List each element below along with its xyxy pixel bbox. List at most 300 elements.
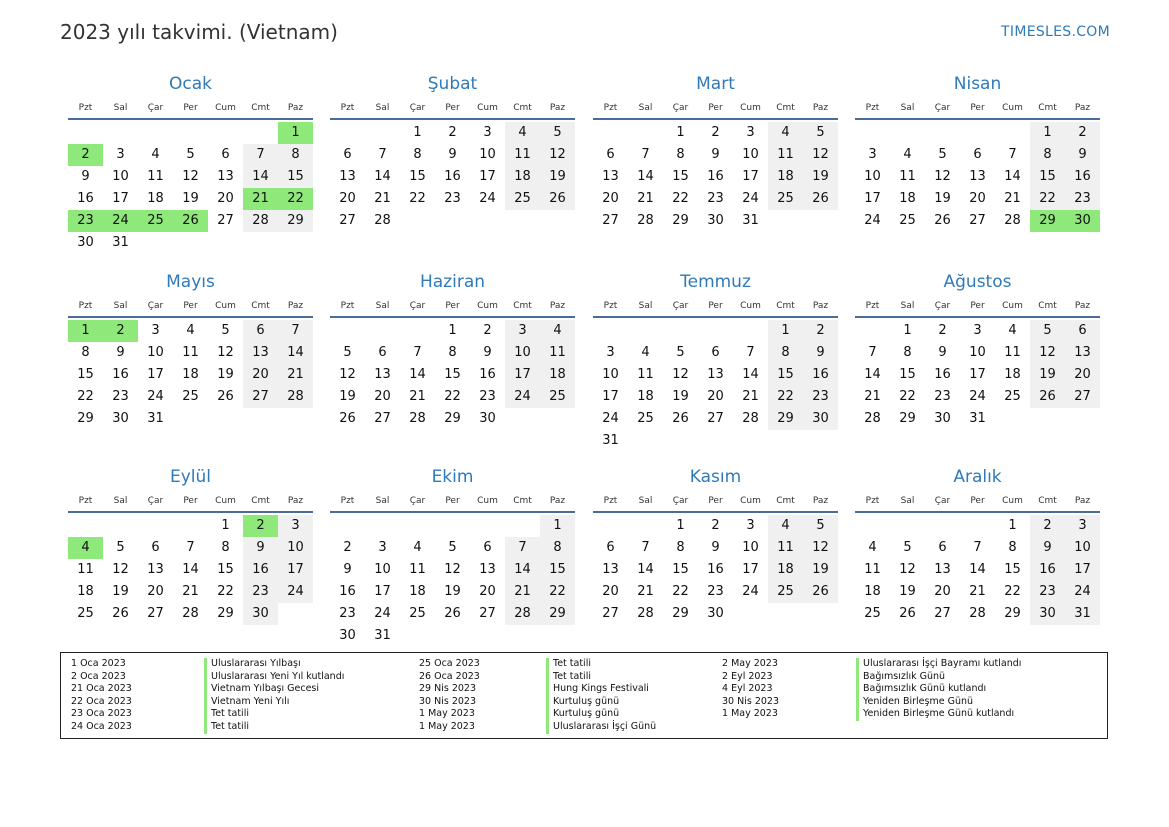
weekday-label: Pzt <box>865 301 880 311</box>
day-cell: 31 <box>602 433 619 448</box>
weekday-label: Çar <box>409 103 426 113</box>
day-cell: 29 <box>672 606 689 621</box>
day-cell: 24 <box>969 389 986 404</box>
day-cell: 24 <box>864 213 881 228</box>
day-cell: 20 <box>217 191 234 206</box>
day-cell: 2 <box>938 323 947 338</box>
day-cell: 13 <box>602 169 619 184</box>
day-cell: 10 <box>969 345 986 360</box>
day-cell: 8 <box>676 540 685 555</box>
holiday-day: 2 <box>68 144 103 166</box>
empty-cell <box>855 122 890 144</box>
day-cell: 1 <box>903 323 912 338</box>
legend-holiday-name: Hung Kings Festivali <box>553 683 649 695</box>
day-cell: 12 <box>112 562 129 577</box>
holiday-day: 26 <box>173 210 208 232</box>
day-cell: 2 <box>711 518 720 533</box>
day-cell: 22 <box>77 389 94 404</box>
weekday-label: Sal <box>900 103 915 113</box>
day-cell: 15 <box>409 169 426 184</box>
day-cell: 25 <box>505 188 540 210</box>
day-grid <box>330 320 575 430</box>
weekday-label: Per <box>970 496 985 506</box>
day-cell: 4 <box>903 147 912 162</box>
legend-holiday-name: Kurtuluş günü <box>553 695 620 707</box>
day-cell: 6 <box>606 540 615 555</box>
day-cell: 6 <box>243 320 278 342</box>
day-cell: 26 <box>1030 386 1065 408</box>
day-cell: 28 <box>182 606 199 621</box>
day-cell: 1 <box>676 518 685 533</box>
weekday-label: Cmt <box>1038 103 1057 113</box>
empty-cell <box>435 515 470 537</box>
day-cell: 16 <box>1065 166 1100 188</box>
day-cell: 1 <box>413 125 422 140</box>
day-cell: 8 <box>676 147 685 162</box>
legend-date: 29 Nis 2023 <box>419 683 476 695</box>
day-cell: 28 <box>243 210 278 232</box>
holiday-day: 2 <box>243 515 278 537</box>
day-cell: 5 <box>903 540 912 555</box>
weekday-label: Per <box>183 301 198 311</box>
day-cell: 25 <box>1004 389 1021 404</box>
day-cell: 7 <box>641 147 650 162</box>
day-cell: 9 <box>116 345 125 360</box>
day-cell: 11 <box>147 169 164 184</box>
day-cell: 17 <box>864 191 881 206</box>
weekday-label: Cum <box>215 496 236 506</box>
day-cell: 31 <box>1065 603 1100 625</box>
day-cell: 13 <box>217 169 234 184</box>
empty-cell <box>505 515 540 537</box>
day-grid <box>855 515 1100 625</box>
day-cell: 5 <box>540 122 575 144</box>
empty-cell <box>103 515 138 537</box>
day-cell: 26 <box>444 606 461 621</box>
holiday-day: 29 <box>1030 210 1065 232</box>
day-cell: 28 <box>1004 213 1021 228</box>
day-cell: 27 <box>339 213 356 228</box>
day-cell: 14 <box>374 169 391 184</box>
weekday-label: Sal <box>375 301 390 311</box>
weekday-label: Cum <box>477 103 498 113</box>
weekday-label: Per <box>970 301 985 311</box>
weekday-label: Per <box>445 103 460 113</box>
weekday-label: Cmt <box>251 496 270 506</box>
empty-cell <box>593 320 628 342</box>
weekday-header <box>68 296 313 316</box>
day-cell: 26 <box>934 213 951 228</box>
empty-cell <box>593 122 628 144</box>
empty-cell <box>330 122 365 144</box>
day-cell: 3 <box>505 320 540 342</box>
month-divider <box>855 118 1100 120</box>
empty-cell <box>365 320 400 342</box>
weekday-label: Cmt <box>1038 301 1057 311</box>
weekday-label: Pzt <box>340 496 355 506</box>
day-cell: 10 <box>602 367 619 382</box>
day-cell: 12 <box>899 562 916 577</box>
day-cell: 6 <box>711 345 720 360</box>
day-cell: 27 <box>707 411 724 426</box>
day-cell: 18 <box>409 584 426 599</box>
day-cell: 17 <box>602 389 619 404</box>
legend-holiday-name: Yeniden Birleşme Günü kutlandı <box>863 708 1015 720</box>
day-cell: 9 <box>1065 144 1100 166</box>
day-cell: 28 <box>409 411 426 426</box>
day-cell: 21 <box>505 581 540 603</box>
day-cell: 5 <box>676 345 685 360</box>
day-cell: 26 <box>112 606 129 621</box>
day-cell: 17 <box>112 191 129 206</box>
empty-cell <box>365 122 400 144</box>
month-divider <box>68 118 313 120</box>
day-cell: 3 <box>746 125 755 140</box>
day-cell: 4 <box>768 515 803 537</box>
weekday-label: Çar <box>934 103 951 113</box>
day-cell: 15 <box>444 367 461 382</box>
weekday-label: Paz <box>549 496 566 506</box>
day-cell: 2 <box>803 320 838 342</box>
day-cell: 14 <box>742 367 759 382</box>
legend-date: 21 Oca 2023 <box>71 683 132 695</box>
day-cell: 22 <box>1030 188 1065 210</box>
empty-cell <box>960 515 995 537</box>
day-cell: 31 <box>147 411 164 426</box>
day-cell: 30 <box>803 408 838 430</box>
day-cell: 30 <box>77 235 94 250</box>
day-cell: 14 <box>505 559 540 581</box>
day-cell: 26 <box>803 581 838 603</box>
day-cell: 11 <box>409 562 426 577</box>
day-cell: 17 <box>969 367 986 382</box>
legend-date: 26 Oca 2023 <box>419 670 480 682</box>
weekday-label: Cum <box>215 301 236 311</box>
day-cell: 4 <box>868 540 877 555</box>
legend-date: 1 Oca 2023 <box>71 658 126 669</box>
day-cell: 20 <box>147 584 164 599</box>
day-cell: 12 <box>803 144 838 166</box>
day-cell: 5 <box>221 323 230 338</box>
day-cell: 27 <box>147 606 164 621</box>
day-cell: 16 <box>479 367 496 382</box>
day-cell: 13 <box>602 562 619 577</box>
day-cell: 22 <box>899 389 916 404</box>
day-cell: 15 <box>672 562 689 577</box>
day-cell: 3 <box>116 147 125 162</box>
weekday-label: Çar <box>934 301 951 311</box>
holiday-day: 4 <box>68 537 103 559</box>
day-cell: 18 <box>77 584 94 599</box>
weekday-label: Per <box>970 103 985 113</box>
empty-cell <box>138 122 173 144</box>
weekday-label: Cmt <box>251 103 270 113</box>
weekday-label: Sal <box>113 301 128 311</box>
day-cell: 6 <box>973 147 982 162</box>
day-cell: 24 <box>742 191 759 206</box>
legend-holiday-name: Uluslararası İşçi Günü <box>553 720 657 732</box>
month-divider <box>855 316 1100 318</box>
weekday-label: Paz <box>287 301 304 311</box>
day-cell: 23 <box>1065 188 1100 210</box>
empty-cell <box>365 515 400 537</box>
day-cell: 16 <box>707 562 724 577</box>
day-cell: 28 <box>374 213 391 228</box>
day-cell: 11 <box>768 537 803 559</box>
day-cell: 25 <box>540 386 575 408</box>
month-divider <box>855 511 1100 513</box>
weekday-label: Çar <box>409 496 426 506</box>
day-cell: 9 <box>448 147 457 162</box>
day-cell: 14 <box>1004 169 1021 184</box>
weekday-label: Cum <box>1002 496 1023 506</box>
day-cell: 29 <box>77 411 94 426</box>
day-cell: 17 <box>1065 559 1100 581</box>
weekday-label: Pzt <box>340 103 355 113</box>
day-cell: 30 <box>707 213 724 228</box>
weekday-label: Paz <box>549 301 566 311</box>
day-cell: 20 <box>934 584 951 599</box>
weekday-label: Cum <box>740 301 761 311</box>
day-cell: 17 <box>278 559 313 581</box>
day-grid <box>330 122 575 232</box>
weekday-label: Cum <box>1002 103 1023 113</box>
month-calendar <box>593 72 838 232</box>
day-grid <box>593 122 838 232</box>
day-cell: 10 <box>864 169 881 184</box>
legend-holiday-name: Vietnam Yılbaşı Gecesi <box>211 683 320 695</box>
legend-date: 23 Oca 2023 <box>71 708 132 720</box>
brand-logo[interactable]: TIMESLES.COM <box>1001 24 1110 40</box>
month-name: Nisan <box>953 74 1002 94</box>
day-cell: 19 <box>540 166 575 188</box>
day-cell: 19 <box>339 389 356 404</box>
day-cell: 28 <box>969 606 986 621</box>
day-cell: 28 <box>505 603 540 625</box>
day-cell: 5 <box>186 147 195 162</box>
day-cell: 4 <box>186 323 195 338</box>
weekday-label: Cmt <box>776 103 795 113</box>
legend-date: 30 Nis 2023 <box>419 695 476 707</box>
day-cell: 18 <box>1004 367 1021 382</box>
day-cell: 7 <box>973 540 982 555</box>
empty-cell <box>663 320 698 342</box>
weekday-header <box>68 98 313 118</box>
day-cell: 3 <box>278 515 313 537</box>
day-cell: 18 <box>540 364 575 386</box>
day-cell: 19 <box>803 166 838 188</box>
day-cell: 9 <box>711 540 720 555</box>
day-cell: 22 <box>768 386 803 408</box>
month-calendar <box>330 270 575 430</box>
day-cell: 9 <box>803 342 838 364</box>
weekday-label: Pzt <box>78 496 93 506</box>
day-cell: 19 <box>1030 364 1065 386</box>
day-cell: 27 <box>243 386 278 408</box>
day-cell: 29 <box>672 213 689 228</box>
weekday-label: Sal <box>375 103 390 113</box>
day-cell: 10 <box>479 147 496 162</box>
empty-cell <box>243 122 278 144</box>
weekday-label: Cmt <box>776 496 795 506</box>
day-cell: 10 <box>1065 537 1100 559</box>
day-cell: 4 <box>413 540 422 555</box>
day-cell: 15 <box>217 562 234 577</box>
day-cell: 6 <box>378 345 387 360</box>
day-cell: 21 <box>864 389 881 404</box>
weekday-header <box>330 491 575 511</box>
legend-dates-col-3 <box>722 658 779 721</box>
day-cell: 3 <box>746 518 755 533</box>
empty-cell <box>925 515 960 537</box>
day-cell: 1 <box>448 323 457 338</box>
empty-cell <box>173 515 208 537</box>
day-cell: 11 <box>77 562 94 577</box>
day-cell: 8 <box>1030 144 1065 166</box>
day-cell: 6 <box>221 147 230 162</box>
day-cell: 7 <box>243 144 278 166</box>
weekday-label: Pzt <box>340 301 355 311</box>
month-name: Mart <box>696 74 735 94</box>
day-cell: 17 <box>742 169 759 184</box>
day-cell: 2 <box>343 540 352 555</box>
empty-cell <box>855 320 890 342</box>
weekday-label: Sal <box>638 496 653 506</box>
day-cell: 7 <box>378 147 387 162</box>
weekday-header <box>330 296 575 316</box>
day-cell: 9 <box>243 537 278 559</box>
day-cell: 25 <box>182 389 199 404</box>
day-cell: 12 <box>444 562 461 577</box>
day-cell: 11 <box>864 562 881 577</box>
weekday-label: Cmt <box>251 301 270 311</box>
month-calendar <box>330 72 575 232</box>
day-cell: 3 <box>606 345 615 360</box>
day-cell: 11 <box>540 342 575 364</box>
weekday-label: Paz <box>549 103 566 113</box>
legend-date: 1 May 2023 <box>722 708 778 720</box>
day-cell: 16 <box>243 559 278 581</box>
day-cell: 10 <box>742 147 759 162</box>
day-cell: 13 <box>339 169 356 184</box>
day-cell: 28 <box>278 386 313 408</box>
day-cell: 15 <box>1004 562 1021 577</box>
weekday-label: Paz <box>1074 301 1091 311</box>
legend-dates-col-1 <box>71 658 132 734</box>
weekday-label: Sal <box>900 496 915 506</box>
day-cell: 20 <box>1065 364 1100 386</box>
day-cell: 8 <box>221 540 230 555</box>
weekday-header <box>855 296 1100 316</box>
day-cell: 21 <box>1004 191 1021 206</box>
weekday-label: Per <box>708 496 723 506</box>
day-cell: 3 <box>151 323 160 338</box>
day-cell: 19 <box>182 191 199 206</box>
weekday-label: Sal <box>900 301 915 311</box>
day-cell: 16 <box>77 191 94 206</box>
day-cell: 24 <box>278 581 313 603</box>
weekday-label: Paz <box>287 496 304 506</box>
weekday-label: Pzt <box>603 496 618 506</box>
day-cell: 30 <box>339 628 356 643</box>
day-cell: 8 <box>903 345 912 360</box>
weekday-label: Sal <box>638 103 653 113</box>
day-cell: 26 <box>672 411 689 426</box>
day-cell: 11 <box>768 144 803 166</box>
day-cell: 7 <box>505 537 540 559</box>
day-cell: 7 <box>278 320 313 342</box>
day-grid <box>593 515 838 625</box>
day-cell: 19 <box>444 584 461 599</box>
legend-holiday-name: Uluslararası İşçi Bayramı kutlandı <box>863 658 1022 669</box>
month-divider <box>330 118 575 120</box>
day-cell: 12 <box>217 345 234 360</box>
day-cell: 15 <box>278 166 313 188</box>
day-cell: 12 <box>540 144 575 166</box>
weekday-header <box>330 98 575 118</box>
day-cell: 1 <box>221 518 230 533</box>
weekday-label: Per <box>708 301 723 311</box>
day-cell: 4 <box>641 345 650 360</box>
weekday-label: Çar <box>934 496 951 506</box>
day-cell: 22 <box>672 584 689 599</box>
day-cell: 26 <box>803 188 838 210</box>
day-cell: 29 <box>444 411 461 426</box>
weekday-label: Per <box>183 496 198 506</box>
day-cell: 20 <box>602 584 619 599</box>
empty-cell <box>698 320 733 342</box>
weekday-header <box>593 98 838 118</box>
day-cell: 7 <box>1008 147 1017 162</box>
day-cell: 22 <box>409 191 426 206</box>
day-cell: 21 <box>637 584 654 599</box>
weekday-label: Cum <box>477 496 498 506</box>
empty-cell <box>733 320 768 342</box>
day-cell: 9 <box>938 345 947 360</box>
holiday-day: 1 <box>278 122 313 144</box>
month-divider <box>68 316 313 318</box>
weekday-label: Paz <box>812 496 829 506</box>
empty-cell <box>400 515 435 537</box>
day-cell: 21 <box>969 584 986 599</box>
day-cell: 23 <box>243 581 278 603</box>
day-cell: 29 <box>1004 606 1021 621</box>
day-cell: 25 <box>77 606 94 621</box>
weekday-label: Cum <box>740 496 761 506</box>
holiday-day: 21 <box>243 188 278 210</box>
day-cell: 23 <box>707 191 724 206</box>
day-cell: 23 <box>444 191 461 206</box>
day-cell: 26 <box>899 606 916 621</box>
empty-cell <box>855 515 890 537</box>
holiday-day: 23 <box>68 210 103 232</box>
day-cell: 17 <box>374 584 391 599</box>
day-cell: 13 <box>934 562 951 577</box>
day-cell: 7 <box>868 345 877 360</box>
empty-cell <box>470 515 505 537</box>
page-title: 2023 yılı takvimi. (Vietnam) <box>60 20 338 44</box>
day-cell: 22 <box>444 389 461 404</box>
month-calendar <box>855 72 1100 232</box>
day-cell: 5 <box>1030 320 1065 342</box>
day-cell: 27 <box>602 213 619 228</box>
day-cell: 23 <box>1030 581 1065 603</box>
day-cell: 28 <box>637 213 654 228</box>
day-cell: 5 <box>448 540 457 555</box>
weekday-label: Sal <box>638 301 653 311</box>
month-name: Ağustos <box>943 272 1012 292</box>
day-cell: 29 <box>768 408 803 430</box>
